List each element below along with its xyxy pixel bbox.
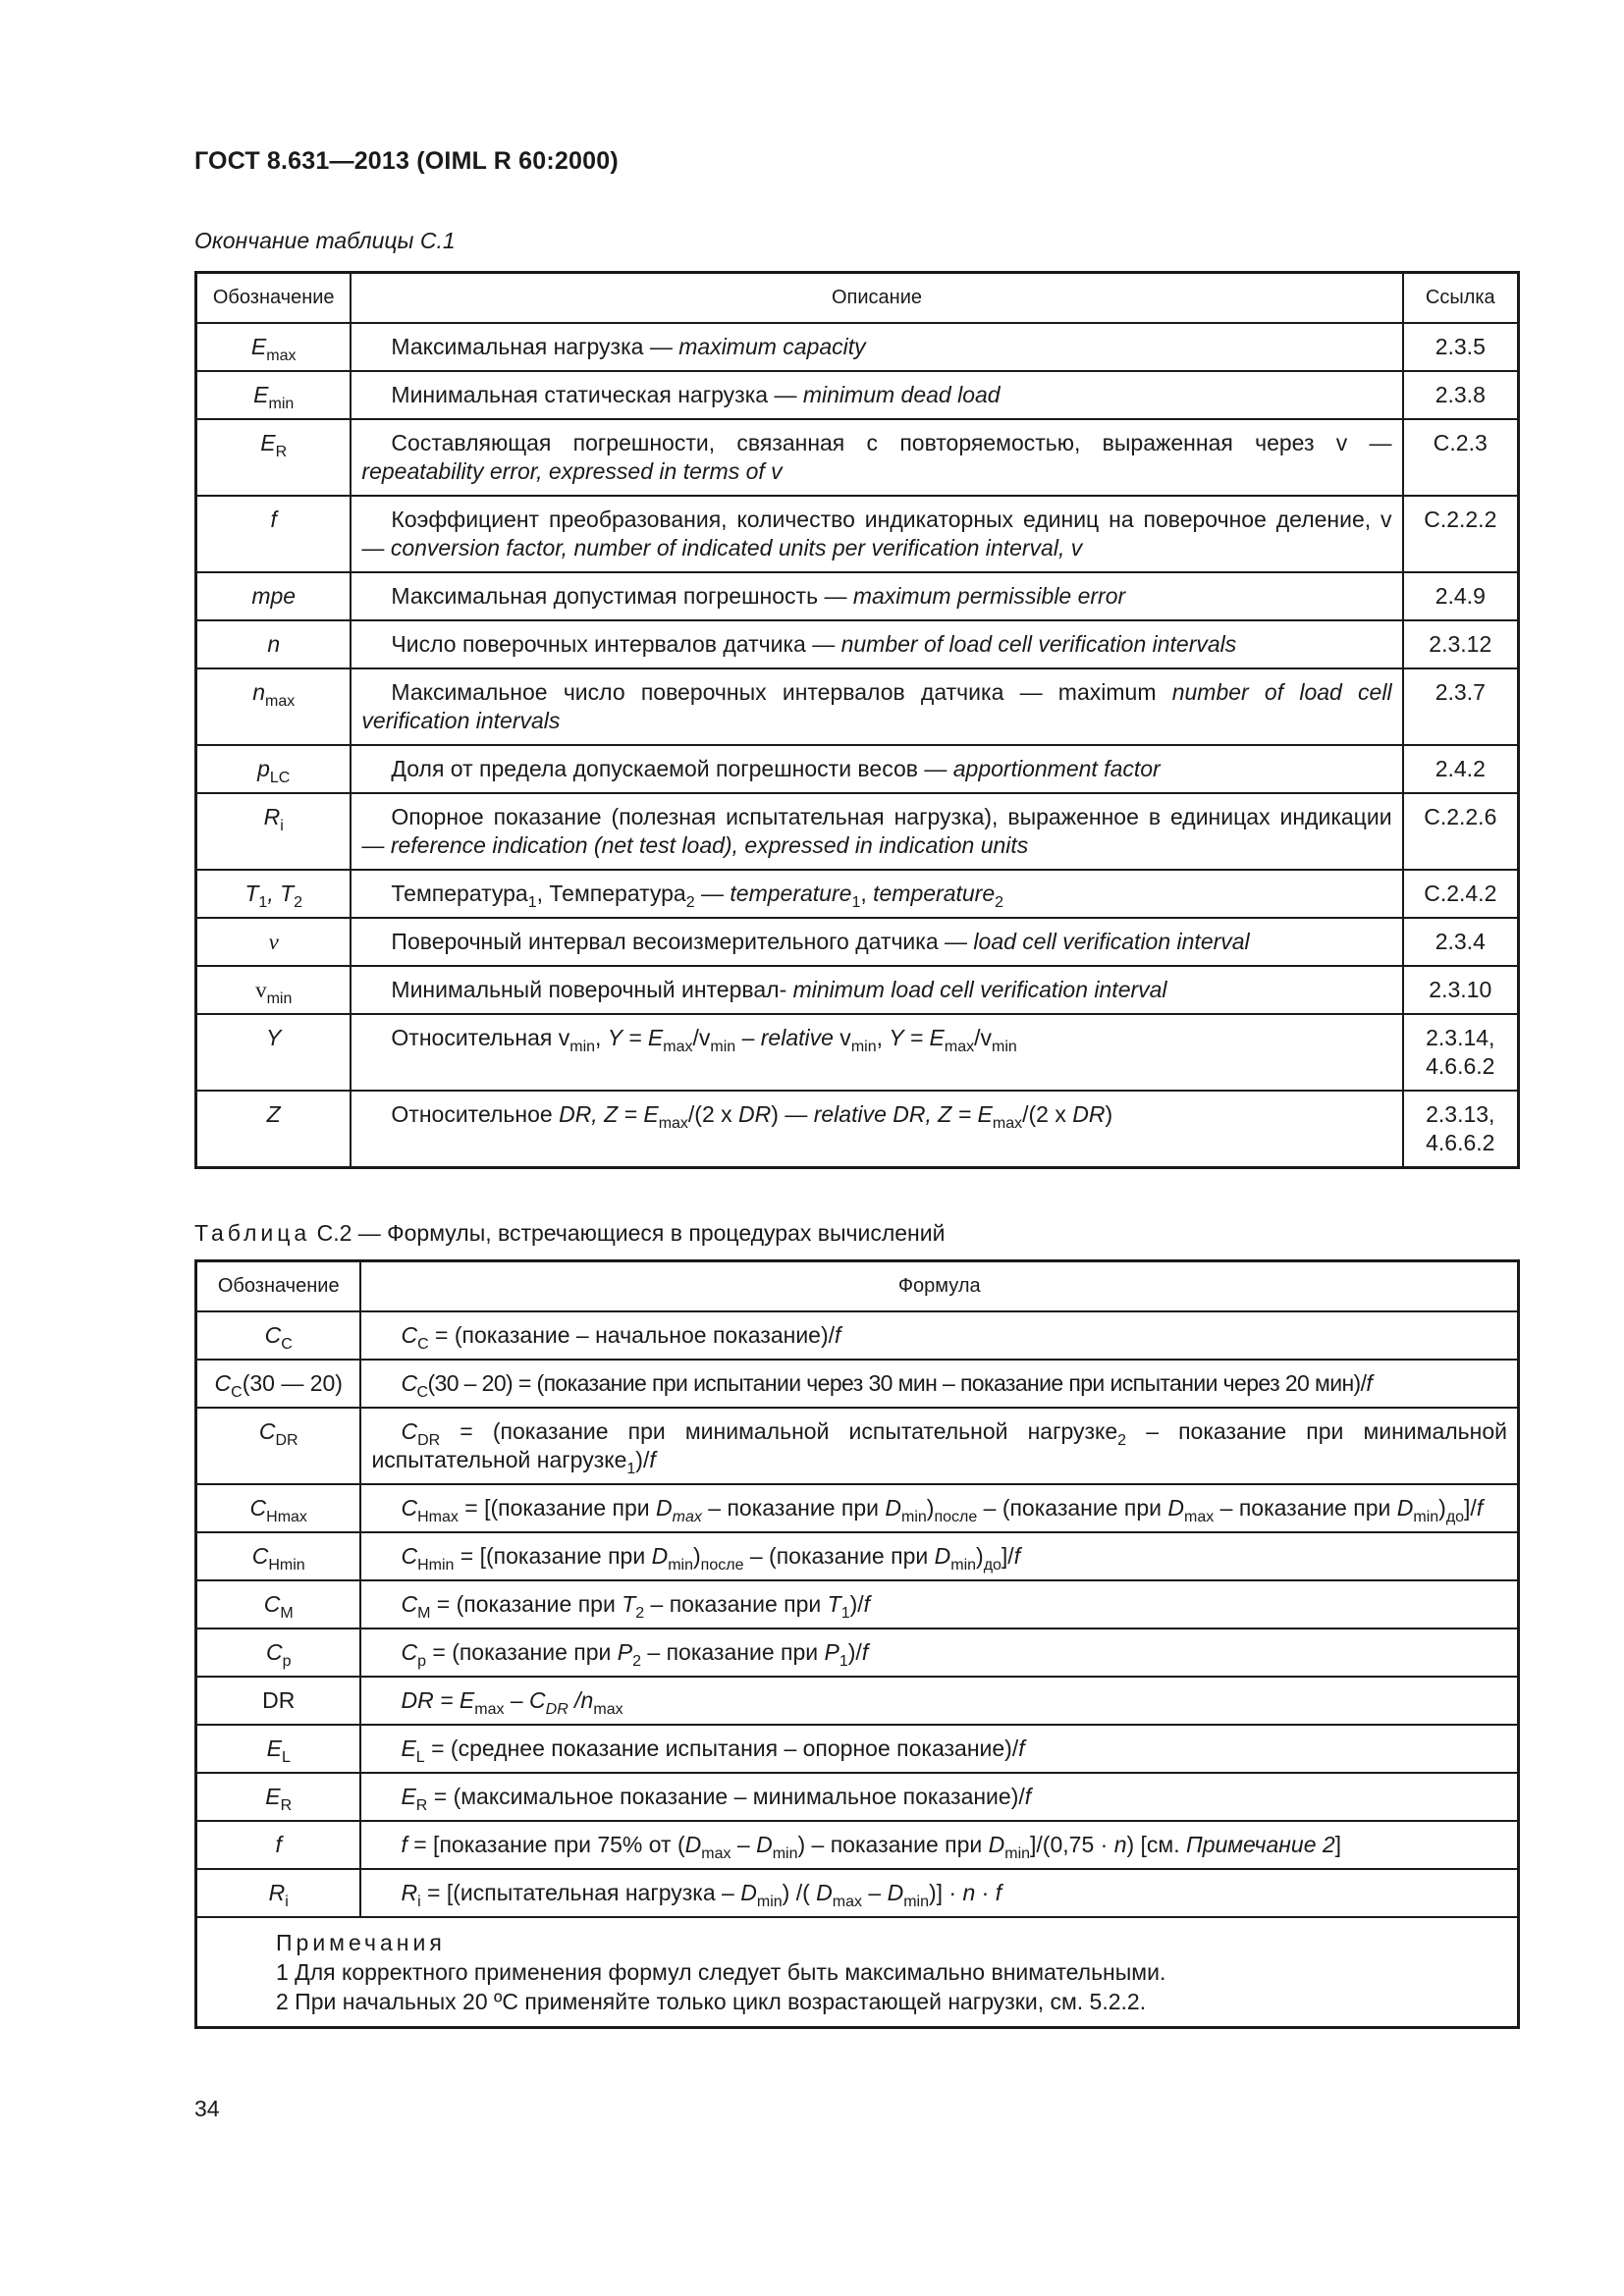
symbol-cell: $C_{Hmin}$: [196, 1532, 361, 1580]
formula-cell: $C_p$ = (показание при $P_2$ – показание при $P_1)/f$: [360, 1629, 1518, 1677]
page-number: 34: [194, 2096, 220, 2121]
table-row: [196, 668, 1519, 745]
notes-cell: [196, 1917, 1519, 2028]
formula-cell: $C_C(30 - 20)$ = (показание при испытании через 30 мин – показание при испытании через 20 мин)/f: [360, 1360, 1518, 1408]
formula-cell: $C_C$ = (показание – начальное показание)/f: [360, 1311, 1518, 1360]
table-row: [196, 1773, 1519, 1821]
formula-cell: $C_{Hmax}$ = [(показание при $D_{max}$ – показание при $D_{min})_{после}$ – (показание при $D_{max}$ – показание при $D_{min})_{до}]/f$: [360, 1484, 1518, 1532]
symbol-cell: $C_M$: [196, 1580, 361, 1629]
table-row: [196, 1484, 1519, 1532]
description-cell: Число поверочных интервалов датчика — number of load cell verification intervals: [351, 620, 1402, 668]
reference-cell: С.2.3: [1403, 419, 1519, 496]
formula-cell: $C_{Hmin}$ = [(показание при $D_{min})_{после}$ – (показание при $D_{min})_{до}]/f$: [360, 1532, 1518, 1580]
table-row: [196, 1532, 1519, 1580]
reference-cell: 2.3.4: [1403, 918, 1519, 966]
notes-title: Примечания: [276, 1930, 446, 1955]
symbol-cell: $C_{Hmax}$: [196, 1484, 361, 1532]
table-row: [196, 620, 1519, 668]
symbol-cell: Z: [196, 1091, 352, 1168]
table-row: [196, 572, 1519, 620]
symbol-cell: $T_1$, $T_2$: [196, 870, 352, 918]
symbol-cell: $C_p$: [196, 1629, 361, 1677]
table2-header-row: [196, 1261, 1519, 1312]
description-cell: Максимальная нагрузка — maximum capacity: [351, 323, 1402, 371]
symbol-cell: $p_{LC}$: [196, 745, 352, 793]
description-cell: Составляющая погрешности, связанная с повторяемостью, выраженная через v — repeatability error, expressed in terms of v: [351, 419, 1402, 496]
reference-cell: 2.3.7: [1403, 668, 1519, 745]
page-title: ГОСТ 8.631—2013 (OIML R 60:2000): [194, 147, 619, 175]
symbol-cell: f: [196, 1821, 361, 1869]
symbol-cell: $C_{DR}$: [196, 1408, 361, 1484]
table-row: [196, 323, 1519, 371]
table-row: [196, 870, 1519, 918]
reference-cell: 2.4.9: [1403, 572, 1519, 620]
symbol-cell: $C_C$: [196, 1311, 361, 1360]
symbol-cell: $n_{max}$: [196, 668, 352, 745]
table-row: [196, 1360, 1519, 1408]
symbol-cell: $R_i$: [196, 1869, 361, 1917]
col-header-description: Описание: [351, 273, 1402, 324]
note-item: 1 Для корректного применения формул следует быть максимально внимательными.: [276, 1959, 1166, 1985]
reference-cell: 2.3.8: [1403, 371, 1519, 419]
table-row: [196, 419, 1519, 496]
reference-cell: 2.4.2: [1403, 745, 1519, 793]
table-row: [196, 1014, 1519, 1091]
symbol-cell: $E_R$: [196, 419, 352, 496]
table-row: [196, 1677, 1519, 1725]
symbol-cell: Y: [196, 1014, 352, 1091]
reference-cell: 2.3.14, 4.6.6.2: [1403, 1014, 1519, 1091]
table-row: [196, 1629, 1519, 1677]
col-header-designation: Обозначение: [196, 1261, 361, 1312]
symbol-cell: $E_{min}$: [196, 371, 352, 419]
table1-caption: Окончание таблицы С.1: [194, 228, 456, 253]
reference-cell: 2.3.5: [1403, 323, 1519, 371]
reference-cell: С.2.4.2: [1403, 870, 1519, 918]
formula-cell: $C_M$ = (показание при $T_2$ – показание при $T_1)/f$: [360, 1580, 1518, 1629]
table-row: [196, 496, 1519, 572]
table-row: [196, 793, 1519, 870]
notes-row: [196, 1917, 1519, 2028]
description-cell: Относительная $v_{min}$, $Y = E_{max}/v_{min}$ – relative $v_{min}$, $Y = E_{max}/v_{min}$: [351, 1014, 1402, 1091]
symbol-cell: $v_{min}$: [196, 966, 352, 1014]
description-cell: Минимальная статическая нагрузка — minimum dead load: [351, 371, 1402, 419]
description-cell: Поверочный интервал весоизмерительного датчика — load cell verification interval: [351, 918, 1402, 966]
table-c2: [194, 1259, 1520, 2029]
table-row: [196, 1408, 1519, 1484]
table-row: [196, 918, 1519, 966]
table-row: [196, 1821, 1519, 1869]
formula-cell: DR = $E_{max} - C_{DR}$ $/n_{max}$: [360, 1677, 1518, 1725]
col-header-reference: Ссылка: [1403, 273, 1519, 324]
table-row: [196, 1311, 1519, 1360]
table-row: [196, 1869, 1519, 1917]
formula-cell: $E_R$ = (максимальное показание – минимальное показание)/f: [360, 1773, 1518, 1821]
description-cell: Доля от предела допускаемой погрешности весов — apportionment factor: [351, 745, 1402, 793]
note-item: 2 При начальных 20 ºС применяйте только цикл возрастающей нагрузки, см. 5.2.2.: [276, 1989, 1147, 2014]
table2-caption: Таблица С.2 — Формулы, встречающиеся в процедурах вычислений: [194, 1220, 946, 1246]
table-row: [196, 745, 1519, 793]
description-cell: Опорное показание (полезная испытательная нагрузка), выраженное в единицах индикации — reference indication (net test load), expressed in indication units: [351, 793, 1402, 870]
table1-header-row: [196, 273, 1519, 324]
table-row: [196, 371, 1519, 419]
col-header-formula: Формула: [360, 1261, 1518, 1312]
reference-cell: С.2.2.6: [1403, 793, 1519, 870]
symbol-cell: n: [196, 620, 352, 668]
symbol-cell: v: [196, 918, 352, 966]
col-header-designation: Обозначение: [196, 273, 352, 324]
description-cell: Максимальное число поверочных интервалов датчика — maximum number of load cell verification intervals: [351, 668, 1402, 745]
description-cell: Максимальная допустимая погрешность — maximum permissible error: [351, 572, 1402, 620]
description-cell: Коэффициент преобразования, количество индикаторных единиц на поверочное деление, v — conversion factor, number of indicated units per verification interval, v: [351, 496, 1402, 572]
symbol-cell: DR: [196, 1677, 361, 1725]
symbol-cell: mpe: [196, 572, 352, 620]
symbol-cell: $C_C(30$ — 20): [196, 1360, 361, 1408]
formula-cell: $R_i$ = [(испытательная нагрузка – $D_{min}$) /( $D_{max} - D_{min})] \cdot n \cdot f$: [360, 1869, 1518, 1917]
formula-cell: $C_{DR}$ = (показание при минимальной испытательной нагрузке$_2$ – показание при минимальной испытательной нагрузке$_1$)/f: [360, 1408, 1518, 1484]
reference-cell: 2.3.12: [1403, 620, 1519, 668]
symbol-cell: $E_R$: [196, 1773, 361, 1821]
table-row: [196, 1725, 1519, 1773]
formula-cell: $E_L$ = (среднее показание испытания – опорное показание)/f: [360, 1725, 1518, 1773]
reference-cell: С.2.2.2: [1403, 496, 1519, 572]
description-cell: Температура$_1$, Температура$_2$ — temperature$_1$, temperature$_2$: [351, 870, 1402, 918]
table-c1: [194, 271, 1520, 1169]
reference-cell: 2.3.10: [1403, 966, 1519, 1014]
symbol-cell: $E_{max}$: [196, 323, 352, 371]
symbol-cell: f: [196, 496, 352, 572]
description-cell: Минимальный поверочный интервал- minimum load cell verification interval: [351, 966, 1402, 1014]
reference-cell: 2.3.13, 4.6.6.2: [1403, 1091, 1519, 1168]
formula-cell: f = [показание при 75% от $(D_{max} - D_{min})$ – показание при $D_{min}]/(0,75 \cdot n)$ [см. Примечание 2]: [360, 1821, 1518, 1869]
table-row: [196, 1580, 1519, 1629]
table-row: [196, 1091, 1519, 1168]
symbol-cell: $R_i$: [196, 793, 352, 870]
description-cell: Относительное DR, $Z = E_{max}/(2$ x DR) — relative DR, $Z = E_{max}/(2$ x DR): [351, 1091, 1402, 1168]
symbol-cell: $E_L$: [196, 1725, 361, 1773]
table-row: [196, 966, 1519, 1014]
